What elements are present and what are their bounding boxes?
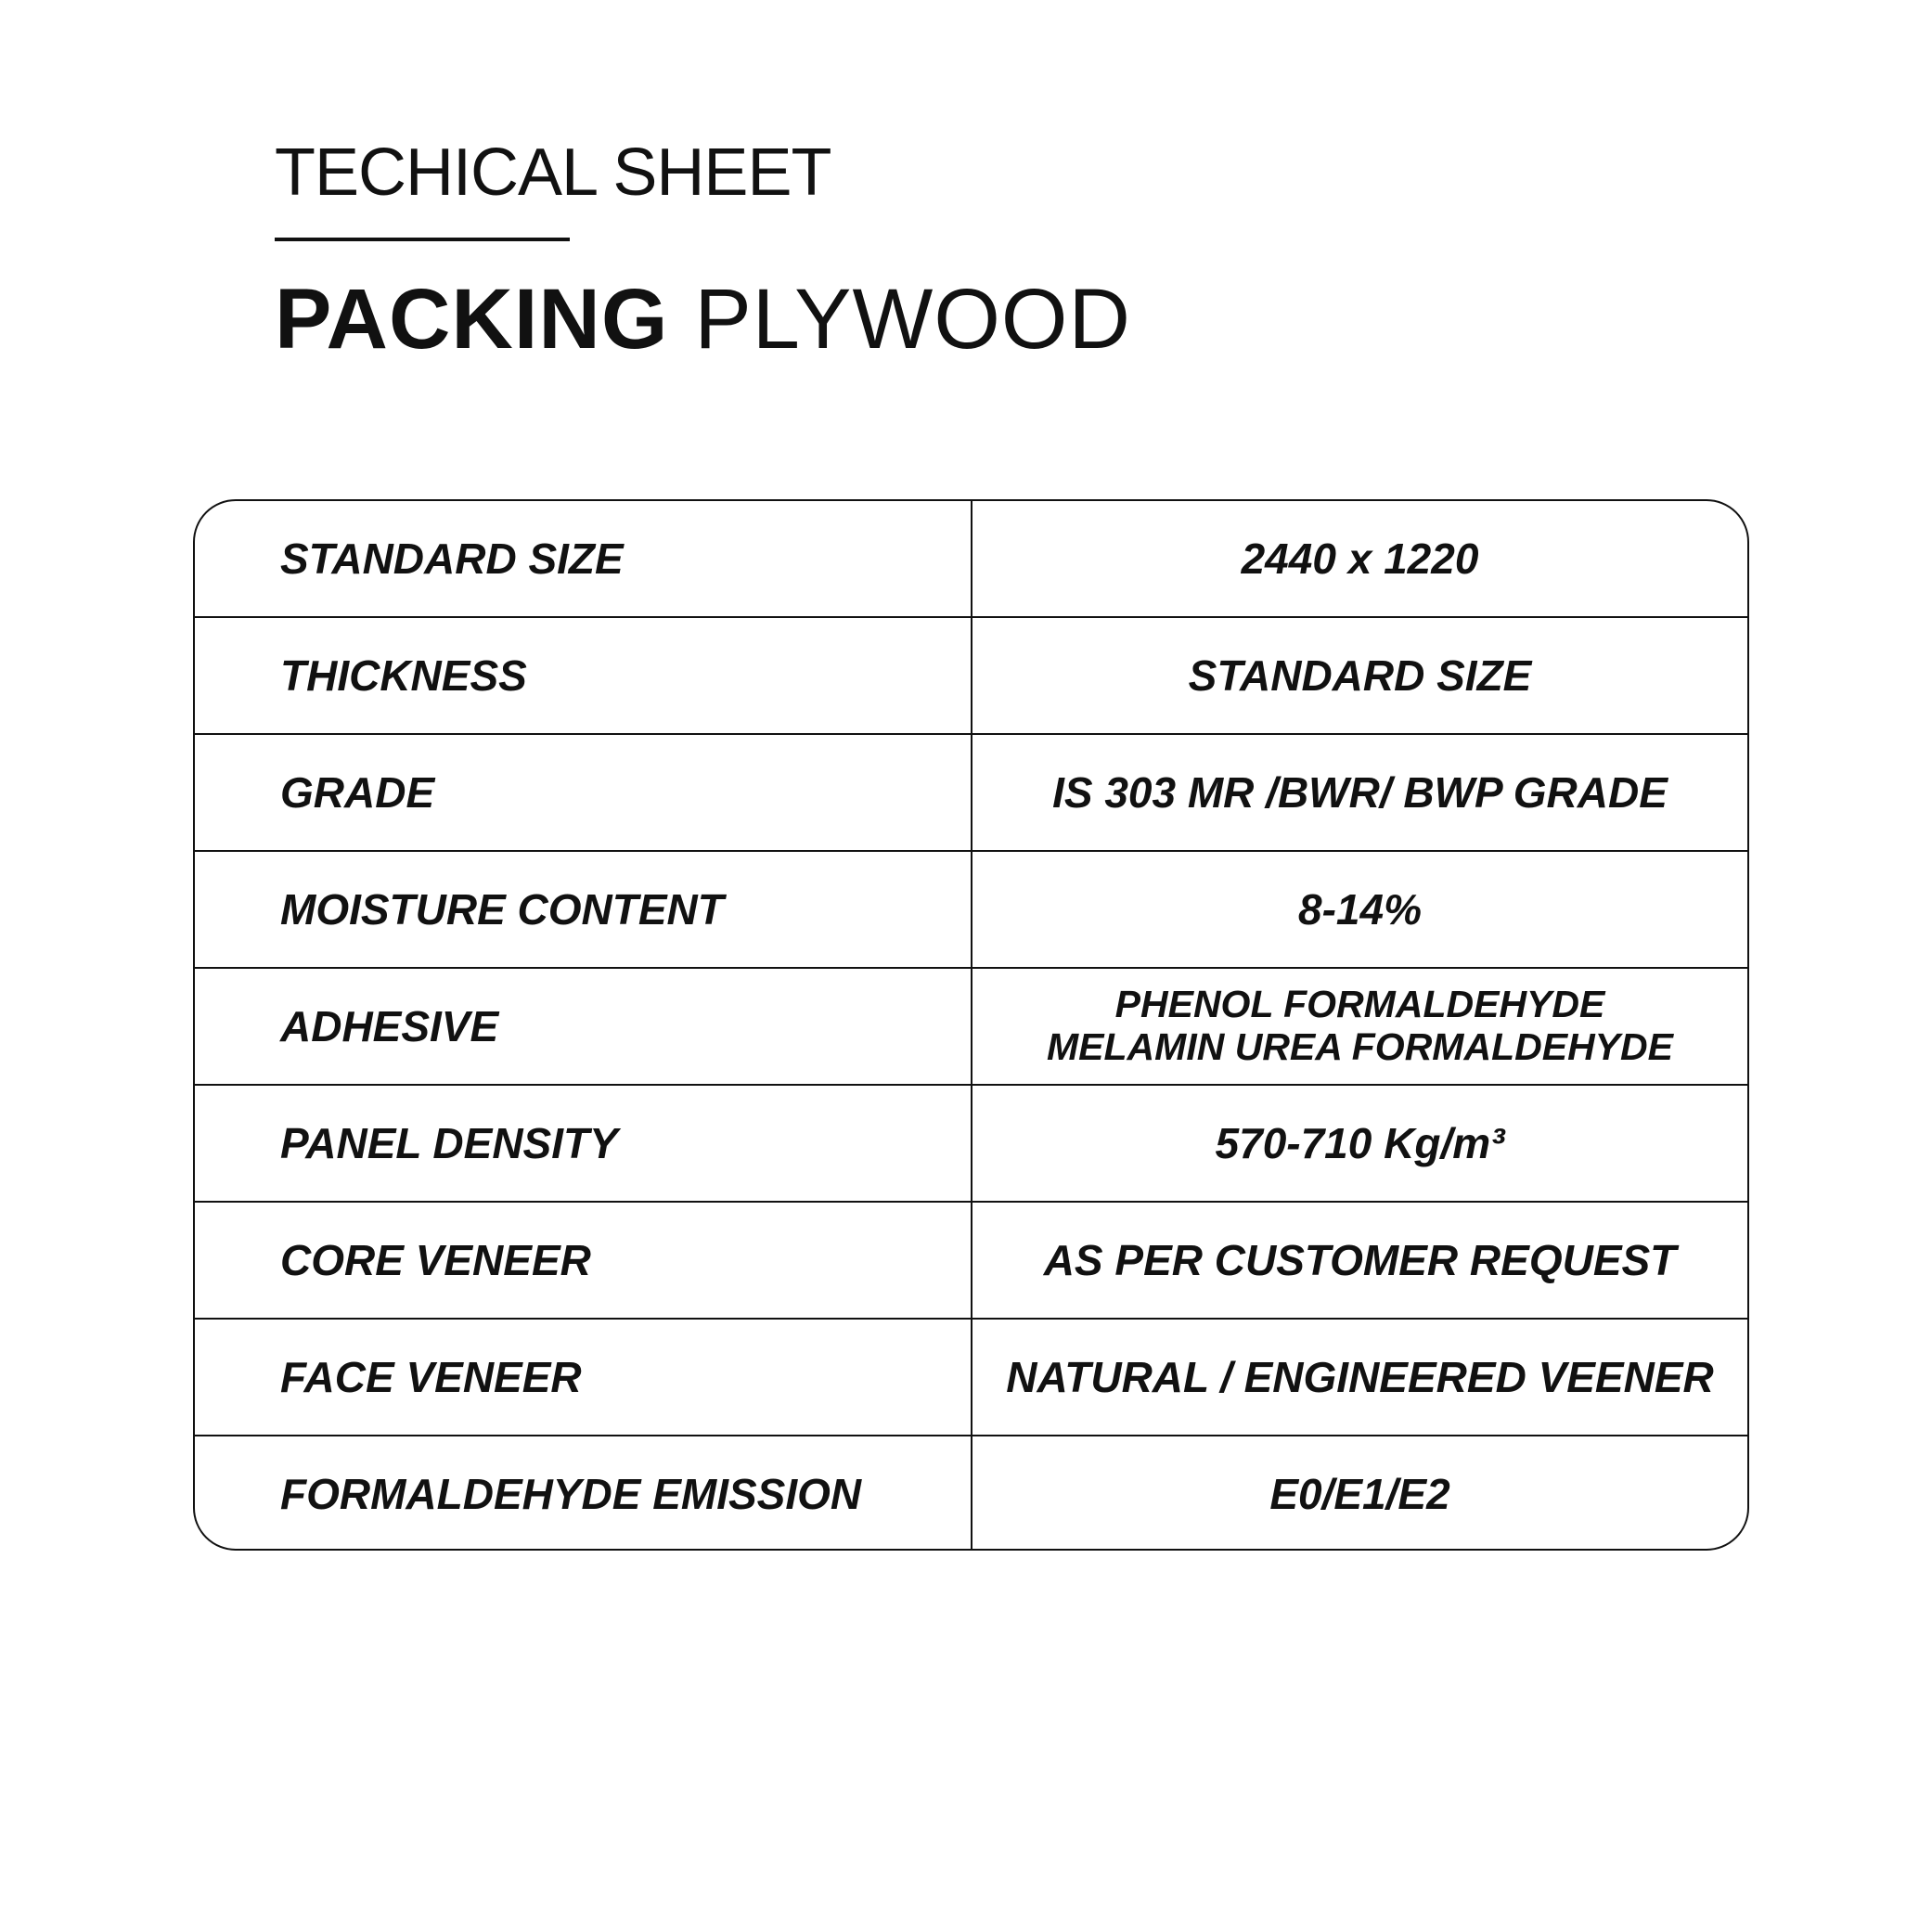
spec-value-line: MELAMIN UREA FORMALDEHYDE xyxy=(1047,1025,1673,1068)
table-row xyxy=(195,616,1747,733)
table-row xyxy=(195,733,1747,850)
spec-label: CORE VENEER xyxy=(195,1203,972,1318)
spec-value xyxy=(972,501,1747,616)
page-title-light: PLYWOOD xyxy=(694,272,1131,367)
page-title-bold: PACKING xyxy=(275,272,669,367)
table-row xyxy=(195,1435,1747,1551)
spec-value xyxy=(972,1436,1747,1551)
page-subtitle: TECHICAL SHEET xyxy=(275,135,831,210)
spec-value-line: 8-14% xyxy=(1298,885,1422,934)
page-title xyxy=(275,272,1131,367)
spec-label: MOISTURE CONTENT xyxy=(195,852,972,967)
spec-label: THICKNESS xyxy=(195,618,972,733)
spec-label: PANEL DENSITY xyxy=(195,1086,972,1201)
spec-value xyxy=(972,1203,1747,1318)
spec-label: ADHESIVE xyxy=(195,969,972,1084)
spec-value xyxy=(972,1320,1747,1435)
spec-value-line: PHENOL FORMALDEHYDE xyxy=(1114,983,1605,1026)
spec-value xyxy=(972,618,1747,733)
table-row xyxy=(195,1201,1747,1318)
spec-value-line: AS PER CUSTOMER REQUEST xyxy=(1043,1236,1677,1284)
spec-value-line: 570-710 Kg/m³ xyxy=(1215,1119,1505,1167)
table-row xyxy=(195,967,1747,1084)
spec-value-line: 2440 x 1220 xyxy=(1241,535,1479,583)
table-row xyxy=(195,1318,1747,1435)
header xyxy=(275,135,1131,367)
spec-value-line: IS 303 MR /BWR/ BWP GRADE xyxy=(1052,768,1668,817)
spec-label: FACE VENEER xyxy=(195,1320,972,1435)
table-row xyxy=(195,850,1747,967)
spec-value-line: E0/E1/E2 xyxy=(1269,1470,1450,1518)
table-row xyxy=(195,501,1747,616)
spec-value xyxy=(972,735,1747,850)
spec-label: STANDARD SIZE xyxy=(195,501,972,616)
title-divider xyxy=(275,238,570,241)
spec-table xyxy=(193,499,1749,1551)
spec-value-line: STANDARD SIZE xyxy=(1188,651,1532,700)
spec-value xyxy=(972,852,1747,967)
spec-value-line: NATURAL / ENGINEERED VEENER xyxy=(1006,1353,1714,1401)
table-row xyxy=(195,1084,1747,1201)
spec-label: GRADE xyxy=(195,735,972,850)
spec-value xyxy=(972,969,1747,1084)
spec-value xyxy=(972,1086,1747,1201)
spec-label: FORMALDEHYDE EMISSION xyxy=(195,1436,972,1551)
